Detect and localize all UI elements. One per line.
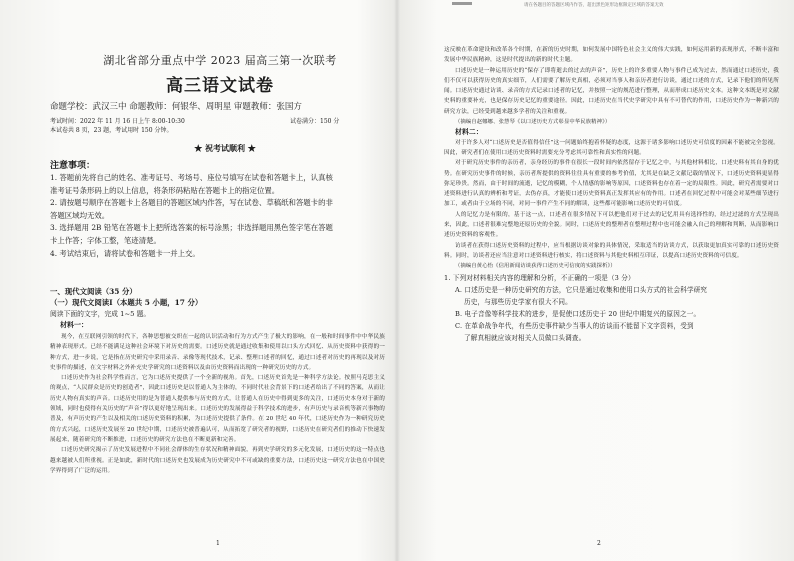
paragraph: 对于许多人对“口述历史是否值得信任”这一问题始终抱着怀疑的态度，这源于诸多影响口述历史可信度的因素不能被完全忽视。因此，研究者们在使用口述历史资料时需要充分考虑其可靠性和真实性的问题。 <box>444 139 779 156</box>
instruction-line: 1. 答题前先将自己的姓名、准考证号、考场号、座位号填写在试卷和答题卡上，认真核 <box>50 173 333 182</box>
instruction-line: 2. 请按题号顺序在答题卡上各题目的答题区域内作答，写在试卷、草稿纸和答题卡的非 <box>50 198 333 208</box>
instruction-line: 4. 考试结束后，请将试卷和答题卡一并上交。 <box>50 248 200 258</box>
option-wrap: 了解真相就应该对相关人员做口头调查。 <box>464 333 586 342</box>
page-number: 1 <box>216 540 220 547</box>
instruction-line: 卡上作答；字体工整，笔迹清楚。 <box>50 235 161 245</box>
paragraph: 访谈者在获得口述历史资料的过程中，应当根据访谈对象的具体情况，采取适当的访谈方式，以获取更加真实可靠的口述历史资料。同时，访谈者还应当注意对口述资料进行核实，将口述资料与其他史料相互印证，以提高口述历史资料的可信度。 <box>444 242 779 259</box>
right-page <box>397 0 794 561</box>
paragraph: 口述历史是一种运用历史的“保存了即将逝去的过去的声音”，历史上的许多重要人物与事件已成为过去，然而通过口述历史，我们不仅可以获得历史的真实细节，人们需要了解历史真相，必须对当事人和亲历者进行访谈，通过口述的方式，记录下他们的所见所闻。口述历史通过访谈、录音的方式记录口述者的记忆，并按照一定的规范进行整理，从而形成口述历史文本。这种文本既是对文献史料的重要补充，也是保存历史记忆的重要途径。因此，口述历史在当代史学研究中具有不可替代的作用，口述历史作为一种新兴的研究方法，已经受到越来越多学者的关注和重视。 <box>444 67 779 115</box>
exam-count: 本试卷共 8 页，23 题，考试用时 150 分钟。 <box>50 127 173 134</box>
paragraph: 口述历史作为社会科学性而言，它为口述历史提供了一个全新的视角。首先，口述历史首先是一种科学方法论。按照马克思主义的观点，“人民群众是历史的创造者”，因此口述历史是以普通人为主体的，不同时代社会背景下的口述者给出了不同的答案，从而让历史人物有真实的声音。口述历史用的是为普通人提供参与历史的方式，让普通人在历史中得到更多的关注，口述历史本身对于新的领域，同时也使得有关历史的“声音”得以更好地呈现出来。口述历史的发展得益于科学技术的进步，有声历史与录音机等新兴事物的普及，有声历史的产生以及相关的口述历史资料的积累，为口述历史提供了条件。在 20 世纪 40 年代，口述历史作为一种研究历史的方式兴起，口述历史发展至 20 世纪中期，口述历史被普遍认可，从而拓宽了研究者的视野，口述历史在研究者们的推动下快速发展起来，随着研究的不断推进，口述历史的研究方法也在不断更新和完善。 <box>50 375 385 443</box>
exam-makers: 命题学校：武汉三中 命题教师：何银华、周明星 审题教师：张国方 <box>50 102 302 112</box>
citation: （摘编自黄心怡《信用新闻访谈获得口述历史可信度的实践探析》） <box>455 263 616 270</box>
reading-note: 阅读下面的文字，完成 1~5 题。 <box>50 310 151 318</box>
strip-mark <box>452 2 472 5</box>
option: B. 电子音像等科学技术的进步，是促使口述历史于 20 世纪中期复兴的原因之一。 <box>455 309 701 318</box>
exam-time-line <box>50 116 390 125</box>
top-strip-text: 请在各题目的答题区域内作答，超出黑色矩形边框限定区域的答案无效 <box>524 3 664 8</box>
subsection-heading: （一）现代文阅读Ⅰ（本题共 5 小题，17 分） <box>50 298 203 307</box>
option: C. 在革命战争年代，有些历史事件缺少当事人的访谈而不能留下文字资料，受到 <box>455 321 694 330</box>
exam-header: 湖北省部分重点中学 2023 届高三第一次联考 <box>103 54 337 67</box>
question: 1. 下列对材料相关内容的理解和分析，不正确的一项是（3 分） <box>444 273 635 282</box>
paragraph: 口述历史研究揭示了历史发展进程中不同社会群体的生存状况和精神面貌，再到史学研究的多元化发展，口述历史的这一特点也越来越被人们所重视。正是如此，新时代的口述历史也发展成为历史研究中不可或缺的重要方法，口述历史这一研究方法也在中国史学界得到了广泛的运用。 <box>50 447 385 474</box>
material-body <box>50 332 385 476</box>
option: A. 口述历史是一种历史研究的方法，它只是通过收集和使用口头方式的社会科学研究 <box>455 285 708 294</box>
good-luck-wish: ★ 祝考试顺利 ★ <box>194 143 256 153</box>
paragraph: 现今，在互联网引领的时代下，各种思想被交织在一起的认识活动和行为方式产生了极大的影响，在一般和时间事件中中华民族精神表现形式。已经不能满足这种社会环境下对历史的需要。口述历史就是通过收集和使用以口头方式回忆、从历史资料中获得的一种方式，进一步说，它是指在历史研究中采用录音、录像等现代技术，记录、整理口述者的回忆，通过口述者对历史的再现以及对历史事件的描述，在文字材料之外补充史学研究的口述资料以及由历史资料而出现的一种研究历史的方式。 <box>50 334 385 371</box>
exam-title: 高三语文试卷 <box>166 76 274 96</box>
citation: （摘编自赵娜娜、张慧琴《以口述历史方式彰显中华民族精神》） <box>455 119 611 126</box>
exam-score: 试卷满分：150 分 <box>290 118 340 125</box>
paragraph: 人的记忆力是有限的，基于这一点，口述者在很多情况下可以把他们对于过去的记忆用具有选择性的，经过过滤的方式呈现出来，因此，口述者很难完整地还原历史的全貌。同时，口述历史的整理者在整理过程中也可能会融入自己的理解和判断，从而影响口述历史资料的客观性。 <box>444 211 779 239</box>
instruction-line: 准考证号条形码上的以上信息，将条形码粘贴在答题卡上的指定位置。 <box>50 185 280 195</box>
page-number: 2 <box>597 540 601 547</box>
exam-time: 考试时间：2022 年 11 月 16 日上午 8:00-10:30 <box>50 118 185 125</box>
notice-heading: 注意事项： <box>50 161 96 171</box>
option-wrap: 历史，与那些历史学家有很大不同。 <box>464 297 572 306</box>
material-label: 材料二： <box>455 128 483 137</box>
material-body <box>444 45 779 344</box>
paragraph: 这反映在革命建设和改革各个时期，在新的历史时期，如何发展中国特色社会主义的伟大实践，如何运用新的表现形式，不断丰富和发展中华民族精神，这是时代提出的新的时代主题。 <box>444 47 779 64</box>
instruction-line: 答题区域均无效。 <box>50 210 110 220</box>
material-label: 材料一： <box>60 320 88 329</box>
options <box>444 284 779 344</box>
instruction-line: 3. 选择题用 2B 铅笔在答题卡上把所选答案的标号涂黑；非选择题用黑色签字笔在答题 <box>50 223 333 233</box>
section-heading: 一、现代文阅读（35 分） <box>50 287 137 296</box>
instructions <box>50 172 385 260</box>
paragraph: 对于研究历史事件的亲历者，亲身经历的事件在很长一段时间内依然留存于记忆之中，与其他材料相比，口述史料有其自身的优势。在研究历史事件的时候，亲历者所提供的资料往往具有重要的参考价值，尤其是在缺乏文献记载的情况下，口述历史资料更显得弥足珍贵。然而，由于时间的流逝，记忆的模糊，个人情感的影响等原因，口述资料也存在着一定的局限性。因此，研究者需要对口述资料进行认真的辨析和考证，去伪存真，才能使口述历史资料真正发挥其应有的作用。口述者在回忆过程中可能会对某些细节进行加工，或者由于立场的不同，对同一事件产生不同的解读，这些都可能影响口述历史的可信度。 <box>444 160 779 208</box>
